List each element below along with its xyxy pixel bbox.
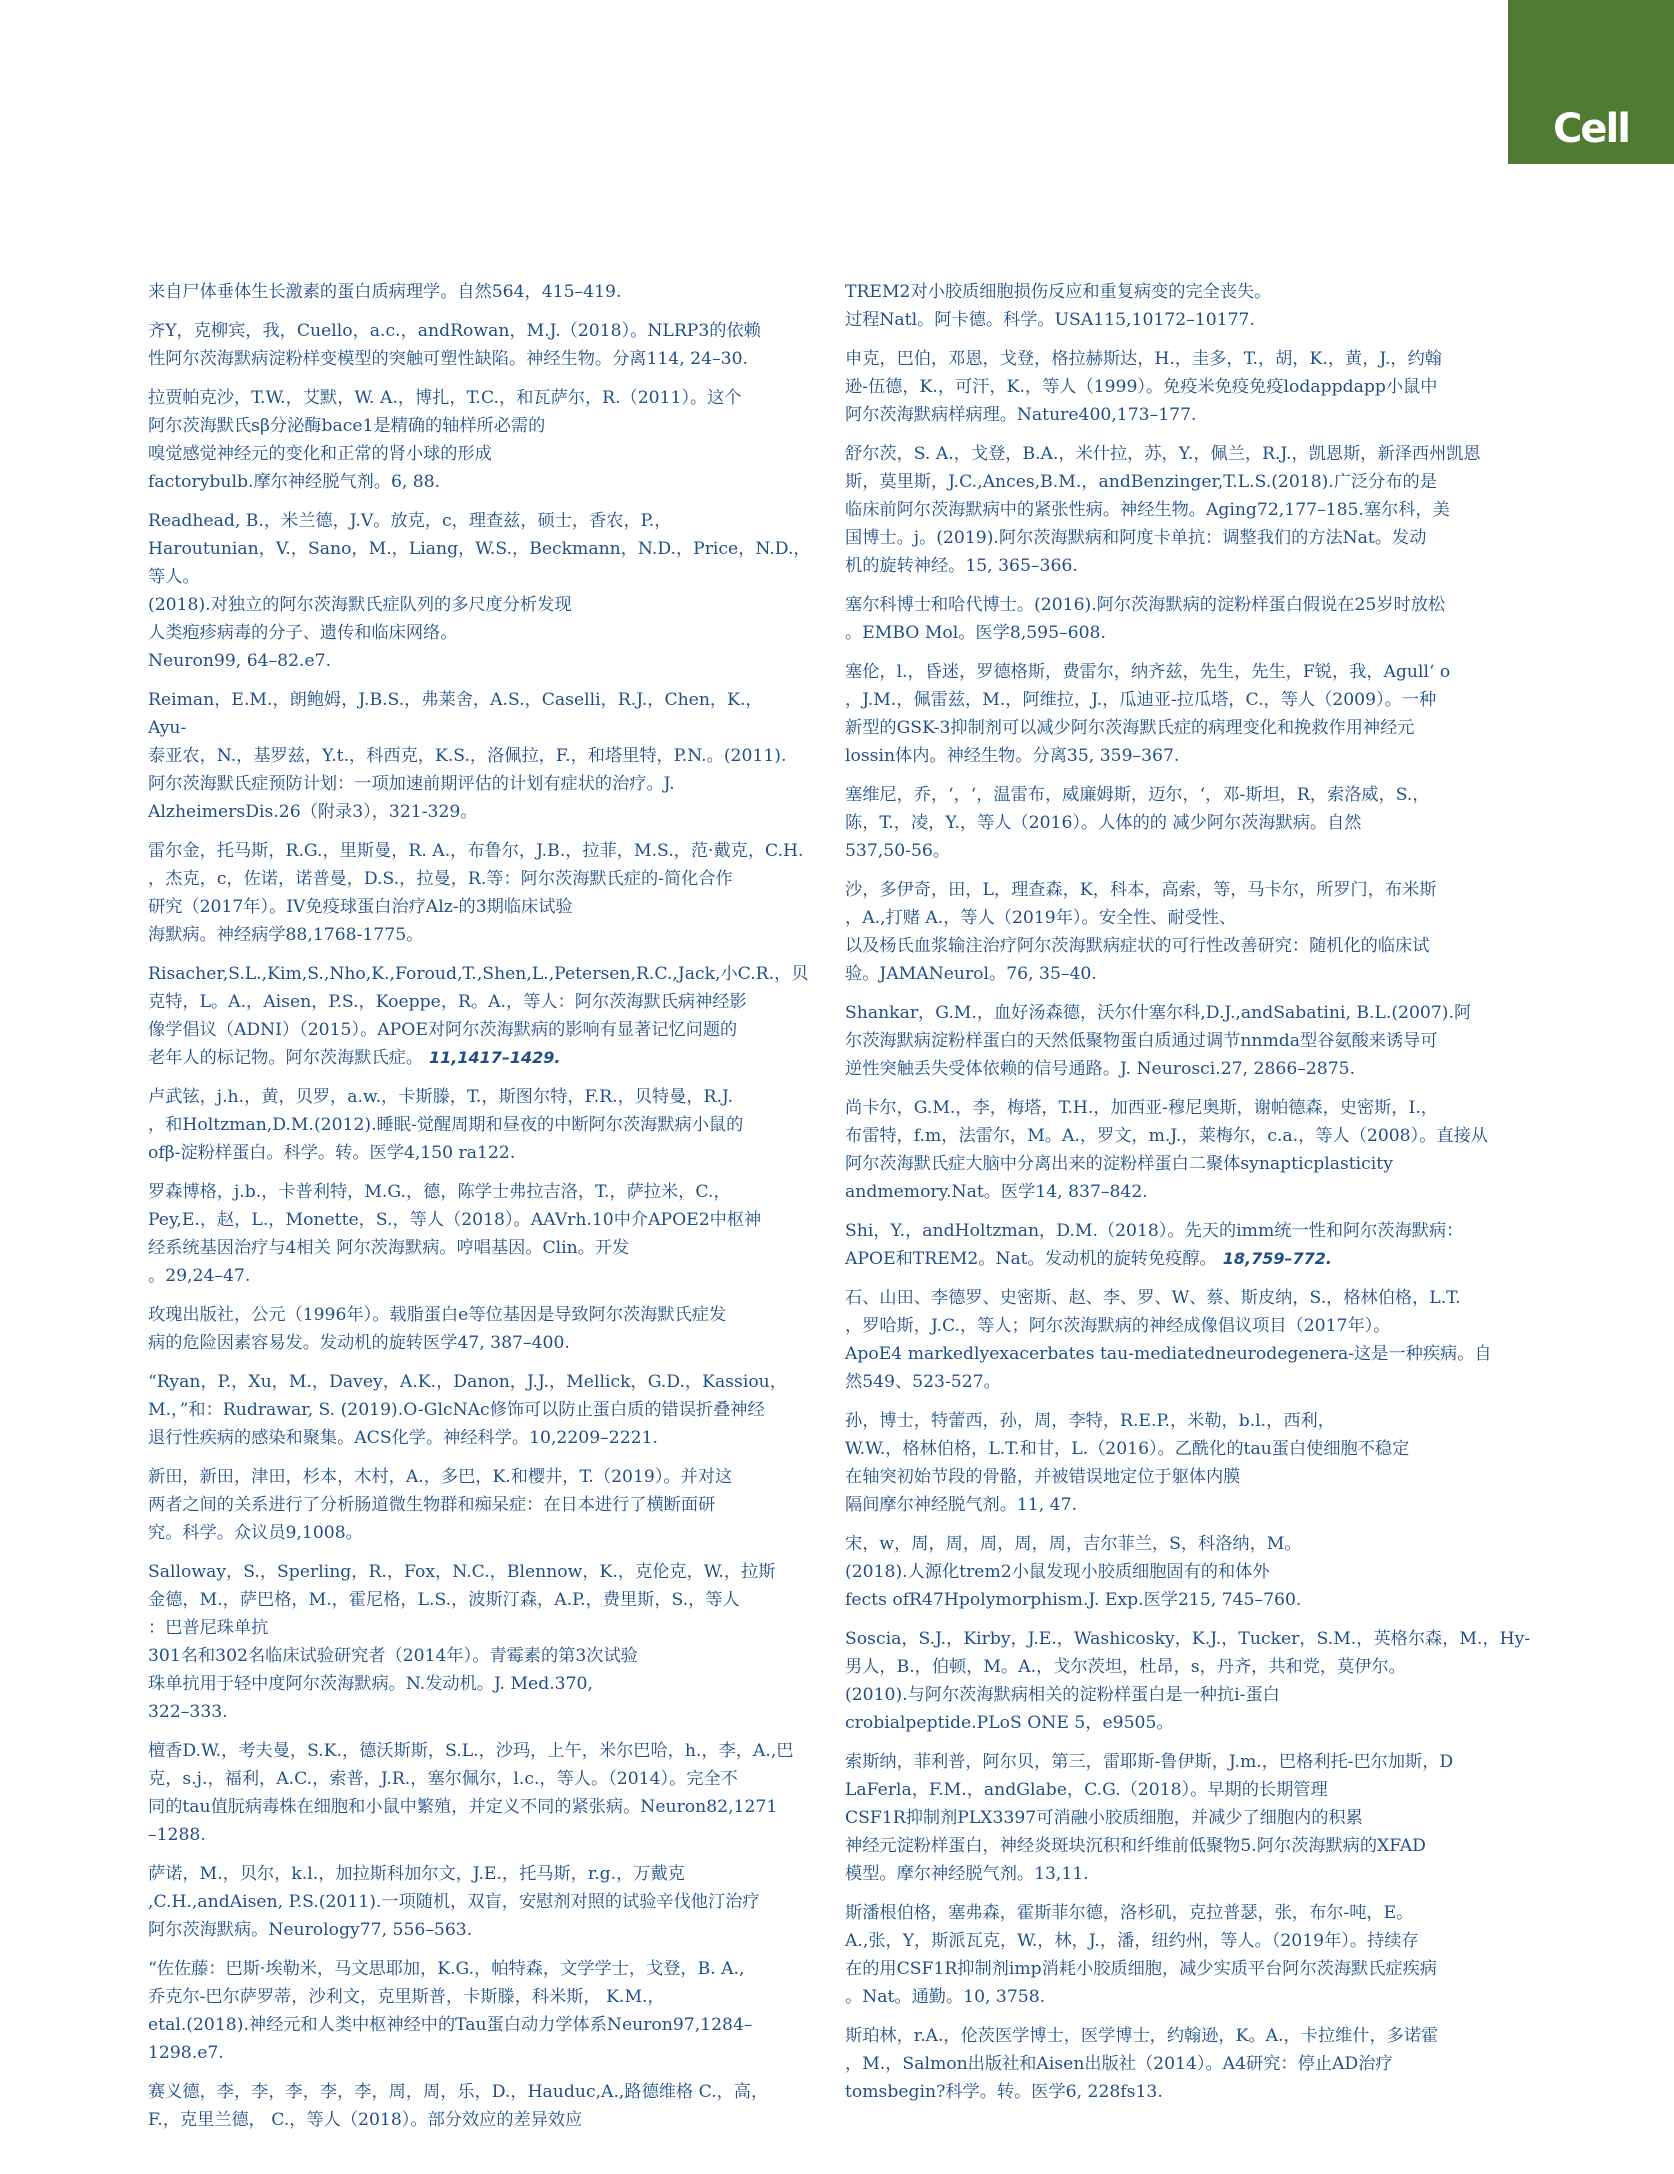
reference-line: ApoE4 markedlyexacerbates tau-mediatedneurodegenera-这是一种疾病。自 bbox=[845, 1344, 1492, 1364]
reference-entry bbox=[148, 507, 816, 675]
reference-line: 验。JAMANeurol。76, 35–40. bbox=[845, 964, 1097, 984]
reference-line: 像学倡议（ADNI）（2015）。APOE对阿尔茨海默病的影响有显著记忆问题的 bbox=[148, 1020, 738, 1040]
reference-entry bbox=[148, 837, 816, 949]
reference-line: (2018).对独立的阿尔茨海默氏症队列的多尺度分析发现 bbox=[148, 595, 572, 615]
reference-line: 克特，L。A.，Aisen，P.S.，Koeppe，R。A.，等人：阿尔茨海默氏病神经影 bbox=[148, 992, 747, 1012]
reference-line: Neuron99, 64–82.e7. bbox=[148, 651, 332, 671]
reference-line: 乔克尔-巴尔萨罗蒂，沙利文，克里斯普，卡斯滕，科米斯， K.M.， bbox=[148, 1987, 665, 2007]
reference-entry bbox=[148, 1178, 816, 1290]
reference-entry bbox=[148, 1955, 816, 2067]
reference-line: 雷尔金，托马斯，R.G.，里斯曼，R. A.，布鲁尔，J.B.，拉菲，M.S.，范·戴克，C.H. bbox=[148, 841, 804, 861]
reference-entry bbox=[845, 1284, 1513, 1396]
reference-line: lossin体内。神经生物。分离35, 359–367. bbox=[845, 746, 1180, 766]
reference-line: Soscia，S.J.，Kirby，J.E.，Washicosky，K.J.，Tucker，S.M.，英格尔森，M.，Hy- bbox=[845, 1629, 1531, 1649]
reference-line: ，J.M.，佩雷兹，M.，阿维拉，J.，瓜迪亚-拉瓜塔，C.，等人（2009）。一种 bbox=[845, 690, 1437, 710]
reference-line: 克，s.j.，福利，A.C.，索普，J.R.，塞尔佩尔，l.c.，等人。（2014）。完全不 bbox=[148, 1769, 738, 1789]
reference-entry bbox=[845, 591, 1513, 647]
reference-line: 宋，w，周，周，周，周，周，吉尔菲兰，S，科洛纳，M。 bbox=[845, 1534, 1302, 1554]
reference-line: ，罗哈斯，J.C.，等人；阿尔茨海默病的神经成像倡议项目（2017年）。 bbox=[845, 1316, 1391, 1336]
reference-line: 国博士。j。(2019).阿尔茨海默病和阿度卡单抗：调整我们的方法Nat。发动 bbox=[845, 528, 1427, 548]
reference-line: Risacher,S.L.,Kim,S.,Nho,K.,Foroud,T.,Shen,L.,Petersen,R.C.,Jack,小C.R.，贝 bbox=[148, 964, 809, 984]
reference-line: 。Nat。通勤。10, 3758. bbox=[845, 1987, 1046, 2007]
reference-line: W.W.，格林伯格，L.T.和甘，L.（2016）。乙酰化的tau蛋白使细胞不稳定 bbox=[845, 1439, 1410, 1459]
reference-line: 同的tau值朊病毒株在细胞和小鼠中繁殖，并定义不同的紧张病。Neuron82,1271 bbox=[148, 1797, 778, 1817]
reference-line: 拉贾帕克沙，T.W.，艾默，W. A.，博扎，T.C.，和瓦萨尔，R.（2011）。这个 bbox=[148, 388, 742, 408]
reference-line: 齐Y，克柳宾，我，Cuello，a.c.，andRowan，M.J.（2018）。NLRP3的依赖 bbox=[148, 321, 761, 341]
reference-entry bbox=[845, 1094, 1513, 1206]
reference-entry bbox=[845, 876, 1513, 988]
reference-line: 逆性突触丢失受体依赖的信号通路。J. Neurosci.27, 2866–2875. bbox=[845, 1059, 1356, 1079]
reference-line: Salloway，S.，Sperling，R.，Fox，N.C.，Blennow，K.，克伦克，W.，拉斯 bbox=[148, 1562, 776, 1582]
reference-line: 玫瑰出版社，公元（1996年）。载脂蛋白e等位基因是导致阿尔茨海默氏症发 bbox=[148, 1305, 727, 1325]
reference-line: 性阿尔茨海默病淀粉样变模型的突触可塑性缺陷。神经生物。分离114, 24–30. bbox=[148, 349, 748, 369]
reference-line: 1298.e7. bbox=[148, 2043, 224, 2063]
reference-entry bbox=[148, 1558, 816, 1726]
reference-line: (2018).人源化trem2小鼠发现小胶质细胞固有的和体外 bbox=[845, 1562, 1270, 1582]
reference-line: ，杰克，c，佐诺，诺普曼，D.S.，拉曼，R.等：阿尔茨海默氏症的-简化合作 bbox=[148, 869, 733, 889]
reference-line: 究。科学。众议员9,1008。 bbox=[148, 1523, 363, 1543]
reference-line: fects ofR47Hpolymorphism.J. Exp.医学215, 745–760. bbox=[845, 1590, 1302, 1610]
reference-line: 经系统基因治疗与4相关 阿尔茨海默病。哼唱基因。Clin。开发 bbox=[148, 1238, 630, 1258]
reference-entry bbox=[148, 278, 816, 306]
reference-line: 海默病。神经病学88,1768-1775。 bbox=[148, 925, 424, 945]
reference-entry bbox=[148, 2078, 816, 2134]
reference-entry bbox=[845, 278, 1513, 334]
reference-line: F.，克里兰德， C.，等人（2018）。部分效应的差异效应 bbox=[148, 2110, 583, 2130]
reference-line: 布雷特，f.m，法雷尔，M。A.，罗文，m.J.，莱梅尔，c.a.，等人（2008）。直接从 bbox=[845, 1126, 1488, 1146]
reference-line: 卢武铉，j.h.，黄，贝罗，a.w.，卡斯滕，T.，斯图尔特，F.R.，贝特曼，R.J. bbox=[148, 1087, 733, 1107]
reference-line: etal.(2018).神经元和人类中枢神经中的Tau蛋白动力学体系Neuron97,1284– bbox=[148, 2015, 753, 2035]
reference-line: 嗅觉感觉神经元的变化和正常的肾小球的形成 bbox=[148, 444, 492, 464]
reference-line: 新田，新田，津田，杉本，木村，A.，多巴，K.和樱井，T.（2019）。并对这 bbox=[148, 1467, 733, 1487]
reference-line: 模型。摩尔神经脱气剂。13,11. bbox=[845, 1864, 1089, 1884]
reference-line: andmemory.Nat。医学14, 837–842. bbox=[845, 1182, 1148, 1202]
reference-entry bbox=[148, 1083, 816, 1167]
reference-line: (2010).与阿尔茨海默病相关的淀粉样蛋白是一种抗i-蛋白 bbox=[845, 1685, 1280, 1705]
reference-line: Haroutunian，V.，Sano，M.，Liang，W.S.，Beckmann，N.D.，Price，N.D.， bbox=[148, 539, 811, 559]
reference-line: ,C.H.,andAisen, P.S.(2011).一项随机，双盲，安慰剂对照的试验辛伐他汀治疗 bbox=[148, 1892, 760, 1912]
reference-line: ：巴普尼珠单抗 bbox=[148, 1618, 269, 1638]
reference-line: “Ryan，P.，Xu，M.，Davey，A.K.，Danon，J.J.，Mellick，G.D.，Kassiou， bbox=[148, 1372, 787, 1392]
reference-entry bbox=[845, 1899, 1513, 2011]
reference-line: 机的旋转神经。15, 365–366. bbox=[845, 556, 1078, 576]
reference-entry bbox=[148, 686, 816, 826]
reference-line: ，M.，Salmon出版社和Aisen出版社（2014）。A4研究：停止AD治疗 bbox=[845, 2054, 1393, 2074]
reference-line: 退行性疾病的感染和聚集。ACS化学。神经科学。10,2209–2221. bbox=[148, 1428, 658, 1448]
reference-line: 人类疱疹病毒的分子、遗传和临床网络。 bbox=[148, 623, 458, 643]
reference-line: 在的用CSF1R抑制剂imp消耗小胶质细胞，减少实质平台阿尔茨海默氏症疾病 bbox=[845, 1959, 1437, 1979]
reference-volume-pages: 18,759–772. bbox=[1222, 1249, 1332, 1268]
reference-line: 以及杨氏血浆输注治疗阿尔茨海默病症状的可行性改善研究：随机化的临床试 bbox=[845, 936, 1430, 956]
reference-line: APOE和TREM2。Nat。发动机的旋转免疫醇。 bbox=[845, 1249, 1217, 1269]
reference-line: Shi，Y.，andHoltzman，D.M.（2018）。先天的imm统一性和阿尔茨海默病： bbox=[845, 1221, 1464, 1241]
reference-line: 阿尔茨海默氏sβ分泌酶bace1是精确的轴样所必需的 bbox=[148, 416, 546, 436]
reference-entry bbox=[148, 1463, 816, 1547]
reference-line: 斯潘根伯格，塞弗森，霍斯菲尔德，洛杉矶，克拉普瑟，张，布尔-吨，E。 bbox=[845, 1903, 1414, 1923]
reference-line: ，A.,打赌 A.，等人（2019年）。安全性、耐受性、 bbox=[845, 908, 1237, 928]
reference-line: Reiman，E.M.，朗鲍姆，J.B.S.，弗莱舍，A.S.，Caselli，R.J.，Chen，K.， bbox=[148, 690, 763, 710]
reference-line: 泰亚农，N.，基罗兹，Y.t.，科西克，K.S.，洛佩拉，F.，和塔里特，P.N.。(2011). bbox=[148, 746, 787, 766]
reference-line: 老年人的标记物。阿尔茨海默氏症。 bbox=[148, 1048, 424, 1068]
reference-line: tomsbegin?科学。转。医学6, 228fs13. bbox=[845, 2082, 1163, 2102]
reference-volume-pages: 11,1417–1429. bbox=[429, 1048, 561, 1067]
reference-line: 来自尸体垂体生长激素的蛋白质病理学。自然564，415–419. bbox=[148, 282, 622, 302]
reference-line: 赛义德，李，李，李，李，李，周，周，乐，D.，Hauduc,A.,路德维格 C.，高， bbox=[148, 2082, 769, 2102]
reference-line: Shankar，G.M.，血好汤森德，沃尔什塞尔科,D.J.,andSabatini, B.L.(2007).阿 bbox=[845, 1003, 1472, 1023]
reference-line: 537,50-56。 bbox=[845, 841, 951, 861]
reference-line: 逊-伍德，K.，可汗，K.，等人（1999）。免疫米免疫免疫lodappdapp小鼠中 bbox=[845, 377, 1438, 397]
reference-line: 塞维尼，乔，‘，‘，温雷布，威廉姆斯，迈尔，‘，邓-斯坦，R，索洛威，S.， bbox=[845, 785, 1430, 805]
reference-line: ，和Holtzman,D.M.(2012).睡眠-觉醒周期和昼夜的中断阿尔茨海默病小鼠的 bbox=[148, 1115, 744, 1135]
reference-line: 临床前阿尔茨海默病中的紧张性病。神经生物。Aging72,177–185.塞尔科，美 bbox=[845, 500, 1450, 520]
reference-line: 新型的GSK-3抑制剂可以减少阿尔茨海默氏症的病理变化和挽救作用神经元 bbox=[845, 718, 1415, 738]
reference-line: 阿尔茨海默氏症预防计划：一项加速前期评估的计划有症状的治疗。J. bbox=[148, 774, 675, 794]
reference-line: 阿尔茨海默氏症大脑中分离出来的淀粉样蛋白二聚体synapticplasticity bbox=[845, 1154, 1393, 1174]
reference-line: 舒尔茨，S. A.，戈登，B.A.，米什拉，苏，Y.，佩兰，R.J.，凯恩斯，新泽西州凯恩 bbox=[845, 444, 1481, 464]
reference-entry bbox=[845, 345, 1513, 429]
reference-line: –1288. bbox=[148, 1825, 206, 1845]
reference-line: “佐佐藤：巴斯·埃勒米，马文思耶加，K.G.，帕特森，文学学士，戈登，B. A., bbox=[148, 1959, 745, 1979]
reference-line: 罗森博格，j.b.，卡普利特，M.G.，德，陈学士弗拉吉洛，T.，萨拉米，C.， bbox=[148, 1182, 731, 1202]
reference-line: 石、山田、李德罗、史密斯、赵、李、罗、W、蔡、斯皮纳，S.，格林伯格，L.T. bbox=[845, 1288, 1461, 1308]
reference-entry bbox=[845, 999, 1513, 1083]
reference-entry bbox=[845, 1625, 1531, 1737]
reference-line: 尚卡尔，G.M.，李，梅塔，T.H.，加西亚-穆尼奥斯，谢帕德森，史密斯，I.， bbox=[845, 1098, 1438, 1118]
reference-entry bbox=[148, 317, 816, 373]
reference-line: Readhead, B.，米兰德，J.V。放克，c，理查兹，硕士，香农，P.， bbox=[148, 511, 672, 531]
reference-line: 阿尔茨海默病样病理。Nature400,173–177. bbox=[845, 405, 1197, 425]
reference-line: ofβ-淀粉样蛋白。科学。转。医学4,150 ra122. bbox=[148, 1143, 516, 1163]
reference-line: 神经元淀粉样蛋白，神经炎斑块沉积和纤维前低聚物5.阿尔茨海默病的XFAD bbox=[845, 1836, 1426, 1856]
reference-line: TREM2对小胶质细胞损伤反应和重复病变的完全丧失。 bbox=[845, 282, 1272, 302]
reference-line: 322–333. bbox=[148, 1702, 228, 1722]
reference-line: 阿尔茨海默病。Neurology77, 556–563. bbox=[148, 1920, 473, 1940]
reference-entry bbox=[148, 960, 816, 1072]
reference-line: 斯，莫里斯，J.C.,Ances,B.M.，andBenzinger,T.L.S.(2018).广泛分布的是 bbox=[845, 472, 1437, 492]
reference-line: 金德，M.，萨巴格，M.，霍尼格，L.S.，波斯汀森，A.P.，费里斯，S.，等人 bbox=[148, 1590, 740, 1610]
reference-line: 。EMBO Mol。医学8,595–608. bbox=[845, 623, 1106, 643]
reference-line: Pey,E.，赵，L.，Monette，S.，等人（2018）。AAVrh.10中介APOE2中枢神 bbox=[148, 1210, 762, 1230]
reference-entry bbox=[845, 1407, 1513, 1519]
reference-line: CSF1R抑制剂PLX3397可消融小胶质细胞，并减少了细胞内的积累 bbox=[845, 1808, 1363, 1828]
reference-line: factorybulb.摩尔神经脱气剂。6, 88. bbox=[148, 472, 441, 492]
reference-line: 。29,24–47. bbox=[148, 1266, 251, 1286]
reference-line: 在轴突初始节段的骨骼，并被错误地定位于躯体内膜 bbox=[845, 1467, 1241, 1487]
reference-entry bbox=[148, 1368, 816, 1452]
journal-logo bbox=[1508, 0, 1674, 164]
reference-entry bbox=[148, 1860, 816, 1944]
reference-line: LaFerla，F.M.，andGlabe，C.G.（2018）。早期的长期管理 bbox=[845, 1780, 1328, 1800]
reference-line: 萨诺，M.，贝尔，k.l.，加拉斯科加尔文，J.E.，托马斯，r.g.，万戴克 bbox=[148, 1864, 685, 1884]
reference-line: 隔间摩尔神经脱气剂。11, 47. bbox=[845, 1495, 1078, 1515]
reference-entry bbox=[845, 781, 1513, 865]
reference-line: 珠单抗用于轻中度阿尔茨海默病。N.发动机。J. Med.370, bbox=[148, 1674, 593, 1694]
reference-line: 病的危险因素容易发。发动机的旋转医学47, 387–400. bbox=[148, 1333, 570, 1353]
reference-line: 两者之间的关系进行了分析肠道微生物群和痴呆症：在日本进行了横断面研 bbox=[148, 1495, 716, 1515]
reference-line: M.，”和：Rudrawar, S. (2019).O-GlcNAc修饰可以防止蛋白质的错误折叠神经 bbox=[148, 1400, 765, 1420]
reference-line: 沙，多伊奇，田，L，理查森，K，科本，高索，等，马卡尔，所罗门，布米斯 bbox=[845, 880, 1437, 900]
reference-line: 斯珀林，r.A.，伦茨医学博士，医学博士，约翰逊，K。A.，卡拉维什，多诺霍 bbox=[845, 2026, 1439, 2046]
reference-line: 301名和302名临床试验研究者（2014年）。青霉素的第3次试验 bbox=[148, 1646, 638, 1666]
reference-line: 索斯纳，菲利普，阿尔贝，第三，雷耶斯-鲁伊斯，J.m.，巴格利托-巴尔加斯，D bbox=[845, 1752, 1454, 1772]
reference-line: 檀香D.W.，考夫曼，S.K.，德沃斯斯，S.L.，沙玛，上午，米尔巴哈，h.，李，A.,巴 bbox=[148, 1741, 794, 1761]
references-right-column bbox=[845, 278, 1531, 2117]
reference-line: 尔茨海默病淀粉样蛋白的天然低聚物蛋白质通过调节nnmda型谷氨酸来诱导可 bbox=[845, 1031, 1438, 1051]
reference-entry bbox=[845, 440, 1513, 580]
reference-line: 塞伦，l.，昏迷，罗德格斯，费雷尔，纳齐兹，先生，先生，F锐，我，Agull‘ o bbox=[845, 662, 1451, 682]
reference-line: crobialpeptide.PLoS ONE 5，e9505。 bbox=[845, 1713, 1174, 1733]
reference-line: 陈，T.，凌，Y.，等人（2016）。人体的的 减少阿尔茨海默病。自然 bbox=[845, 813, 1362, 833]
reference-line: 然549、523-527。 bbox=[845, 1372, 1001, 1392]
reference-line: 过程Natl。阿卡德。科学。USA115,10172–10177. bbox=[845, 310, 1255, 330]
reference-line: A.,张，Y，斯派瓦克，W.，林，J.，潘，纽约州，等人。（2019年）。持续存 bbox=[845, 1931, 1419, 1951]
reference-entry bbox=[148, 384, 816, 496]
reference-line: 男人，B.，伯顿，M。A.，戈尔茨坦，杜昂，s，丹齐，共和党，莫伊尔。 bbox=[845, 1657, 1406, 1677]
reference-entry bbox=[845, 2022, 1513, 2106]
reference-line: 研究（2017年）。IV免疫球蛋白治疗Alz-的3期临床试验 bbox=[148, 897, 573, 917]
reference-entry bbox=[148, 1301, 816, 1357]
references-left-column bbox=[148, 278, 816, 2145]
reference-entry bbox=[845, 1530, 1513, 1614]
reference-line: 孙，博士，特蕾西，孙，周，李特，R.E.P.，米勒，b.l.，西利， bbox=[845, 1411, 1335, 1431]
reference-line: 等人。 bbox=[148, 567, 200, 587]
reference-line: Ayu- bbox=[148, 718, 187, 738]
reference-entry bbox=[148, 1737, 816, 1849]
reference-line: 塞尔科博士和哈代博士。(2016).阿尔茨海默病的淀粉样蛋白假说在25岁时放松 bbox=[845, 595, 1446, 615]
reference-entry bbox=[845, 1748, 1513, 1888]
reference-entry bbox=[845, 1217, 1513, 1273]
reference-line: 申克，巴伯，邓恩，戈登，格拉赫斯达，H.，圭多，T.，胡，K.，黄，J.，约翰 bbox=[845, 349, 1442, 369]
journal-logo-text: Cell bbox=[1553, 106, 1629, 152]
reference-entry bbox=[845, 658, 1513, 770]
reference-line: AlzheimersDis.26（附录3），321-329。 bbox=[148, 802, 478, 822]
